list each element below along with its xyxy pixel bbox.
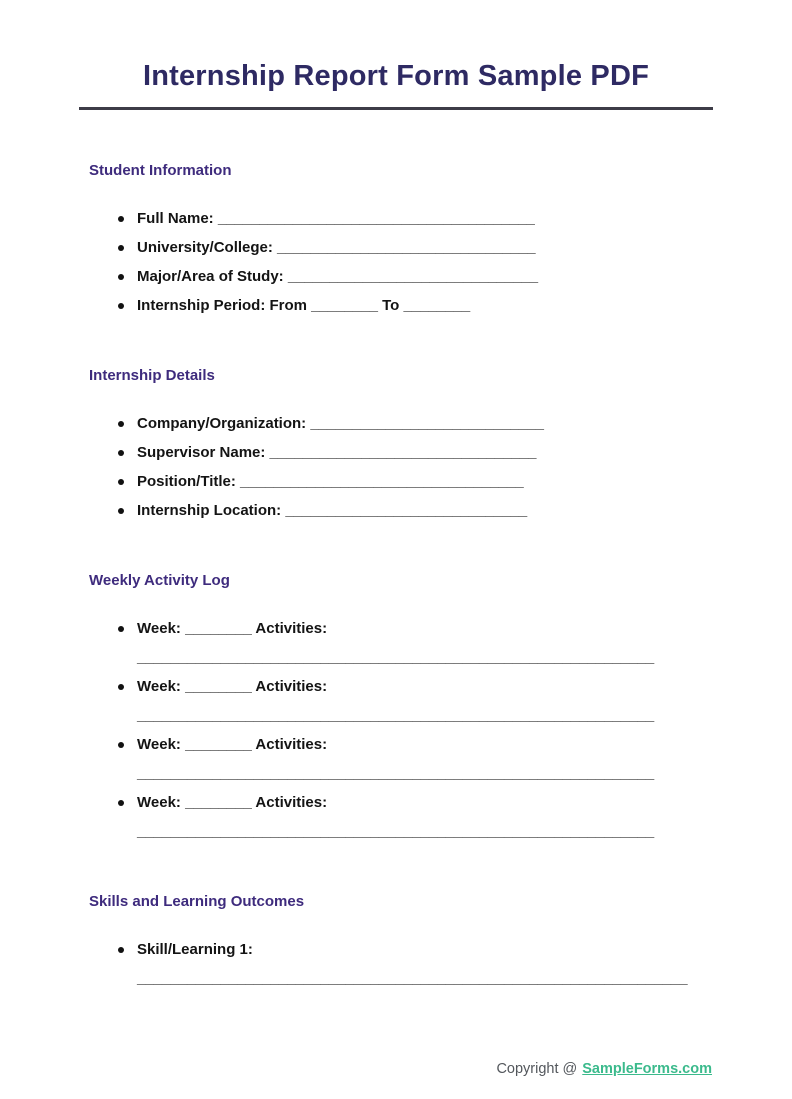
list-item-major-area-of-study [137, 267, 712, 286]
fill-line-week-4-activities: ______________________________________________________________ [137, 823, 655, 840]
field-label-week-1: Week: ________ Activities: [137, 620, 328, 637]
section-heading-student-information: Student Information [89, 162, 232, 179]
list-item-university-college [137, 238, 712, 257]
field-label-skill-learning-1: Skill/Learning 1: [137, 941, 253, 958]
field-label-company-organization: Company/Organization: ____________________________ [137, 415, 544, 432]
section-heading-skills-learning-outcomes: Skills and Learning Outcomes [89, 893, 305, 910]
list-item-full-name [137, 209, 712, 228]
field-label-week-4: Week: ________ Activities: [137, 794, 328, 811]
field-label-week-3: Week: ________ Activities: [137, 736, 328, 753]
section-skills-learning-outcomes [80, 893, 712, 988]
field-label-internship-period: Internship Period: From ________ To ________ [137, 297, 471, 314]
list-item-week-2 [137, 677, 712, 725]
field-label-major-area-of-study: Major/Area of Study: ______________________________ [137, 268, 539, 285]
field-label-internship-location: Internship Location: _____________________________ [137, 502, 528, 519]
fill-line-week-2-activities: ______________________________________________________________ [137, 707, 655, 724]
section-internship-details [80, 367, 712, 520]
list-item-week-1 [137, 619, 712, 667]
fill-line-week-3-activities: ______________________________________________________________ [137, 765, 655, 782]
fill-line-skill-learning-1: __________________________________________________________________ [137, 970, 688, 987]
field-label-full-name: Full Name: ______________________________________ [137, 210, 535, 227]
section-heading-internship-details: Internship Details [89, 367, 215, 384]
title-divider [79, 107, 713, 110]
list-item-internship-location [137, 501, 712, 520]
field-label-supervisor-name: Supervisor Name: ________________________________ [137, 444, 537, 461]
page-title: Internship Report Form Sample PDF [142, 60, 650, 92]
list-item-company-organization [137, 414, 712, 433]
field-label-week-2: Week: ________ Activities: [137, 678, 328, 695]
fill-line-week-1-activities: ______________________________________________________________ [137, 649, 655, 666]
footer [496, 1061, 712, 1077]
sampleforms-link[interactable]: SampleForms.com [582, 1061, 712, 1077]
list-item-skill-learning-1 [137, 940, 712, 988]
list-item-week-4 [137, 793, 712, 841]
copyright-text: Copyright @ [496, 1061, 578, 1077]
list-item-supervisor-name [137, 443, 712, 462]
section-weekly-activity-log [80, 572, 712, 841]
section-student-information [80, 162, 712, 315]
skills-learning-outcomes-list [80, 940, 712, 988]
document-body [0, 162, 792, 988]
field-label-position-title: Position/Title: __________________________________ [137, 473, 524, 490]
section-heading-weekly-activity-log: Weekly Activity Log [89, 572, 230, 589]
list-item-week-3 [137, 735, 712, 783]
field-label-university-college: University/College: _______________________________ [137, 239, 536, 256]
list-item-internship-period [137, 296, 712, 315]
internship-details-list [80, 414, 712, 520]
student-information-list [80, 209, 712, 315]
list-item-position-title [137, 472, 712, 491]
weekly-activity-log-list [80, 619, 712, 841]
